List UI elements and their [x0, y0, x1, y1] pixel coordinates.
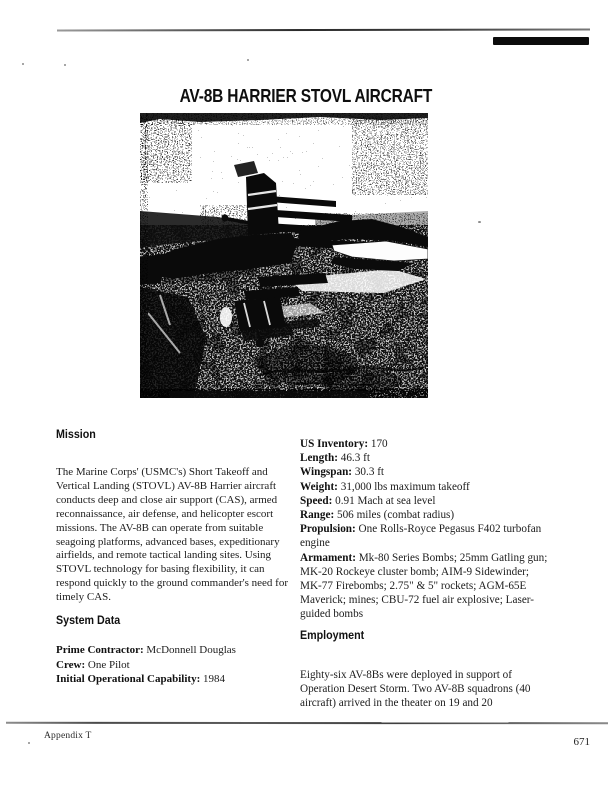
- right-column: [300, 437, 550, 710]
- footer-page-number: 671: [573, 736, 590, 748]
- employment-paragraph: Eighty-six AV-8Bs were deployed in support of Operation Desert Storm. Two AV-8B squadrons (40 aircraft) arrived in the theater on 19 and 20: [300, 668, 531, 710]
- spec-value: 170: [370, 438, 388, 450]
- scan-speck: [28, 742, 30, 744]
- left-column: [56, 428, 290, 687]
- mission-paragraph: The Marine Corps' (USMC's) Short Takeoff and Vertical Landing (STOVL) AV-8B Harrier aircraft conducts deep and close air support (CAS), armed reconnaissance, air defense, and helicopter escort missions. The AV-8B can operate from suitable seagoing platforms, advanced bases, expeditionary airfields, and remote tactical landing sites. Using STOVL technology for basing flexibility, it can respond quickly to the ground commander's need for timely CAS.: [56, 466, 289, 604]
- system-data-row: [56, 643, 290, 658]
- title-container: [0, 87, 612, 106]
- spec-value: One Pilot: [87, 658, 130, 671]
- scan-speck: [64, 64, 66, 66]
- header-rule: [57, 29, 590, 32]
- spec-row: [300, 494, 550, 508]
- spec-value: 31,000 lbs maximum takeoff: [340, 480, 470, 493]
- scan-speck: [22, 63, 24, 65]
- scan-speck: [247, 59, 249, 61]
- spec-value: 506 miles (combat radius): [336, 509, 455, 522]
- system-data-row: [56, 658, 290, 673]
- footer-appendix-label: Appendix T: [44, 731, 92, 741]
- system-data-heading: System Data: [56, 615, 121, 628]
- spec-value: 30.3 ft: [354, 466, 385, 479]
- header-black-bar: [493, 37, 589, 45]
- photo-sky: [140, 117, 428, 225]
- spec-value: Mk-80 Series Bombs; 25mm Gatling gun; MK-20 Rockeye cluster bomb; AIM-9 Sidewinder; MK-77 Firebombs; 2.75" & 5" rockets; AGM-65E Maverick; mines; CBU-72 fuel air explosive; Laser-guided bombs: [300, 551, 548, 621]
- system-data-row: [56, 672, 290, 687]
- spec-value: 1984: [203, 673, 225, 686]
- spec-row: [300, 551, 550, 622]
- spec-label: Speed:: [300, 494, 333, 507]
- aircraft-photo: [140, 113, 428, 398]
- spec-value: One Rolls-Royce Pegasus F402 turbofan engine: [300, 523, 542, 550]
- spec-row: [300, 480, 550, 494]
- spec-row: [300, 465, 550, 479]
- spec-row: [300, 522, 550, 550]
- scan-speck: [478, 221, 481, 223]
- employment-heading: Employment: [300, 629, 365, 642]
- spec-label: Crew:: [56, 658, 86, 671]
- page-title: AV-8B HARRIER STOVL AIRCRAFT: [179, 86, 433, 106]
- spec-label: Weight:: [300, 480, 338, 493]
- spec-value: 0.91 Mach at sea level: [335, 494, 436, 507]
- spec-label: US Inventory:: [300, 438, 369, 450]
- spec-label: Prime Contractor:: [56, 644, 144, 657]
- spec-row: [300, 508, 550, 522]
- spec-label: Wingspan:: [300, 466, 353, 479]
- spec-label: Propulsion:: [300, 523, 356, 536]
- aircraft-photo-svg: [140, 113, 428, 398]
- spec-row: [300, 437, 550, 451]
- mission-heading: Mission: [56, 429, 96, 441]
- spec-label: Armament:: [300, 551, 356, 564]
- spec-label: Initial Operational Capability:: [56, 673, 201, 686]
- spec-value: 46.3 ft: [340, 452, 370, 465]
- specs-list: [300, 437, 550, 622]
- spec-value: McDonnell Douglas: [146, 644, 236, 657]
- spec-row: [300, 451, 550, 465]
- footer-rule: [6, 722, 608, 725]
- spec-label: Range:: [300, 509, 335, 522]
- spec-label: Length:: [300, 452, 338, 465]
- system-data-list: [56, 643, 290, 687]
